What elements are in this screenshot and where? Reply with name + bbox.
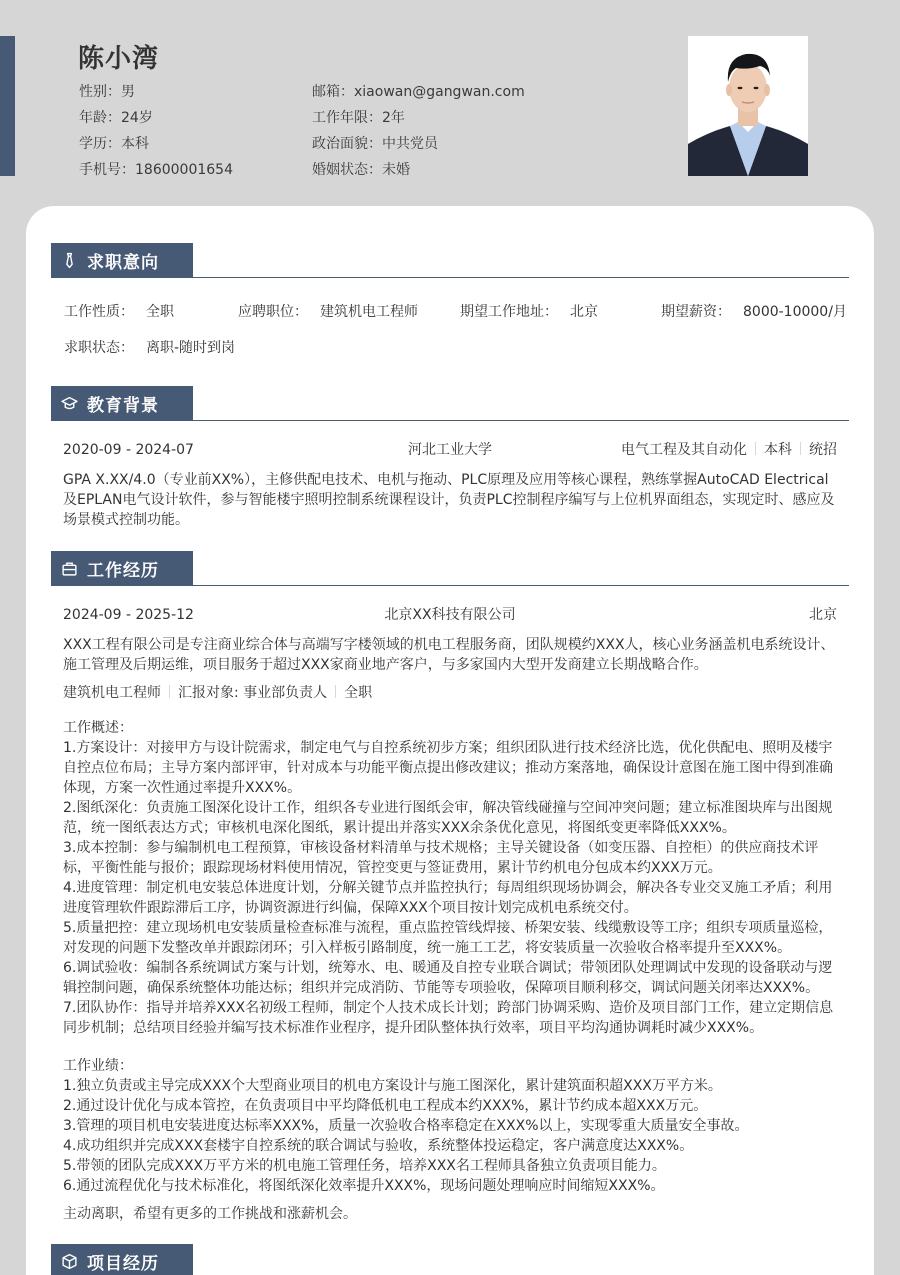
cube-icon bbox=[61, 1253, 78, 1270]
profile-header bbox=[0, 0, 900, 206]
overview-title: 工作概述： bbox=[63, 720, 133, 736]
divider bbox=[800, 442, 801, 455]
overview-item: 7.团队协作：指导并培养XXX名初级工程师，制定个人技术成长计划；跨部门协调采购、造价及项目部门工作，建立定期信息同步机制；总结项目经验并编写技术标准作业程序，提升团队整体执行效率，项目平均沟通协调耗时减少XXX%。 bbox=[63, 1000, 834, 1036]
divider bbox=[169, 685, 170, 698]
info-value: 2年 bbox=[382, 110, 405, 126]
info-value: 男 bbox=[121, 84, 135, 100]
info-marital-status bbox=[312, 160, 525, 186]
education-school: 河北工业大学 bbox=[408, 442, 492, 458]
education-degree: 本科 bbox=[764, 442, 792, 458]
info-label: 政治面貌： bbox=[312, 136, 382, 152]
section-tab-job-intent bbox=[51, 243, 193, 278]
section-title: 教育背景 bbox=[87, 396, 159, 416]
section-tab-work bbox=[51, 551, 193, 586]
graduation-cap-icon bbox=[61, 395, 78, 412]
info-political-status bbox=[312, 134, 525, 160]
info-label: 手机号： bbox=[79, 162, 135, 178]
intent-salary bbox=[661, 302, 847, 322]
info-email bbox=[312, 82, 525, 108]
section-tab-education bbox=[51, 386, 193, 421]
leave-reason: 主动离职，希望有更多的工作挑战和涨薪机会。 bbox=[63, 1206, 357, 1222]
work-achievements bbox=[63, 1056, 839, 1196]
portrait-photo bbox=[688, 36, 808, 176]
intent-position bbox=[238, 302, 418, 322]
intent-work-type bbox=[64, 302, 174, 322]
info-gender bbox=[79, 82, 233, 108]
info-value: 18600001654 bbox=[135, 162, 233, 178]
intent-location bbox=[460, 302, 598, 322]
work-period: 2024-09 - 2025-12 bbox=[63, 607, 194, 623]
intent-label: 求职状态： bbox=[64, 340, 134, 356]
info-value: 中共党员 bbox=[382, 136, 438, 152]
intent-label: 期望工作地址： bbox=[460, 304, 558, 320]
achievements-title: 工作业绩： bbox=[63, 1058, 133, 1074]
education-summary-row bbox=[63, 440, 837, 460]
overview-item: 5.质量把控：建立现场机电安装质量检查标准与流程，重点监控管线焊接、桥架安装、线缆敷设等工序；组织专项质量巡检，对发现的问题下发整改单并跟踪闭环；引入样板引路制度，统一施工工艺，将安装质量一次验收合格率提升至XXX%。 bbox=[63, 920, 833, 956]
work-report-to: 汇报对象: 事业部负责人 bbox=[178, 685, 328, 701]
info-label: 学历： bbox=[79, 136, 121, 152]
info-label: 工作年限： bbox=[312, 110, 382, 126]
candidate-name: 陈小湾 bbox=[78, 44, 160, 74]
achievement-item: 4.成功组织并完成XXX套楼宇自控系统的联合调试与验收，系统整体投运稳定，客户满意度达XXX%。 bbox=[63, 1138, 694, 1154]
achievement-item: 2.通过设计优化与成本管控，在负责项目中平均降低机电工程成本约XXX%，累计节约成本超XXX万元。 bbox=[63, 1098, 708, 1114]
achievement-item: 5.带领的团队完成XXX万平方米的机电施工管理任务，培养XXX名工程师具备独立负责项目能力。 bbox=[63, 1158, 666, 1174]
intent-value: 8000-10000/月 bbox=[743, 304, 847, 320]
education-description: GPA X.XX/4.0（专业前XX%），主修供配电技术、电机与拖动、PLC原理及应用等核心课程，熟练掌握AutoCAD Electrical及EPLAN电气设计软件，参与智能楼宇照明控制系统课程设计，负责PLC控制程序编写与上位机界面组态，实现定时、感应及场景模式控制功能。 bbox=[63, 472, 835, 528]
info-age bbox=[79, 108, 233, 134]
intent-value: 北京 bbox=[570, 304, 598, 320]
achievement-item: 1.独立负责或主导完成XXX个大型商业项目的机电方案设计与施工图深化，累计建筑面积超XXX万平方米。 bbox=[63, 1078, 722, 1094]
achievement-item: 6.通过流程优化与技术标准化，将图纸深化效率提升XXX%，现场问题处理响应时间缩短XXX%。 bbox=[63, 1178, 665, 1194]
intent-value: 离职-随时到岗 bbox=[146, 340, 236, 356]
overview-item: 1.方案设计：对接甲方与设计院需求，制定电气与自控系统初步方案；组织团队进行技术经济比选，优化供配电、照明及楼宇自控点位布局；主导方案内部评审，针对成本与功能平衡点提出修改建议；推动方案落地，确保设计意图在施工图中得到准确体现，方案一次性通过率提升XXX%。 bbox=[63, 740, 833, 796]
info-phone bbox=[79, 160, 233, 186]
intent-status bbox=[64, 338, 235, 358]
info-work-years bbox=[312, 108, 525, 134]
education-enroll-type: 统招 bbox=[809, 442, 837, 458]
resume-card bbox=[26, 206, 874, 1275]
education-major-degree bbox=[621, 440, 837, 460]
intent-label: 期望薪资： bbox=[661, 304, 731, 320]
overview-item: 4.进度管理：制定机电安装总体进度计划，分解关键节点并监控执行；每周组织现场协调会，解决各专业交叉施工矛盾；利用进度管理软件跟踪滞后工序，协调资源进行纠偏，保障XXX个项目按计划完成机电系统交付。 bbox=[63, 880, 833, 916]
work-meta-row bbox=[63, 683, 839, 703]
section-title: 求职意向 bbox=[87, 253, 159, 273]
info-value: xiaowan@gangwan.com bbox=[354, 84, 525, 100]
info-value: 24岁 bbox=[121, 110, 153, 126]
divider bbox=[755, 442, 756, 455]
section-education-header bbox=[51, 386, 849, 421]
info-label: 邮箱： bbox=[312, 84, 354, 100]
info-label: 性别： bbox=[79, 84, 121, 100]
divider bbox=[335, 685, 336, 698]
info-label: 婚姻状态： bbox=[312, 162, 382, 178]
section-job-intent-header bbox=[51, 243, 849, 278]
basic-info-left bbox=[79, 82, 233, 186]
work-overview bbox=[63, 718, 839, 1038]
portrait-icon bbox=[688, 36, 808, 176]
overview-item: 6.调试验收：编制各系统调试方案与计划，统筹水、电、暖通及自控专业联合调试；带领团队处理调试中发现的设备联动与逻辑控制问题，确保系统整体功能达标；组织并完成消防、节能等专项验收，保障项目顺利移交，调试问题关闭率达XXX%。 bbox=[63, 960, 833, 996]
work-job-type: 全职 bbox=[344, 685, 373, 701]
intent-value: 建筑机电工程师 bbox=[320, 304, 418, 320]
work-city: 北京 bbox=[809, 607, 837, 623]
info-value: 本科 bbox=[121, 136, 149, 152]
section-tab-project bbox=[51, 1244, 193, 1275]
tie-icon bbox=[61, 252, 78, 269]
company-intro: XXX工程有限公司是专注商业综合体与高端写字楼领域的机电工程服务商，团队规模约XXX人，核心业务涵盖机电系统设计、施工管理及后期运维，项目服务于超过XXX家商业地产客户，与多家国内大型开发商建立长期战略合作。 bbox=[63, 637, 835, 673]
intent-label: 应聘职位： bbox=[238, 304, 308, 320]
section-work-header bbox=[51, 551, 849, 586]
overview-item: 3.成本控制：参与编制机电工程预算，审核设备材料清单与技术规格；主导关键设备（如变压器、自控柜）的供应商技术评标，平衡性能与报价；跟踪现场材料使用情况，管控变更与签证费用，累计节约机电分包成本约XXX万元。 bbox=[63, 840, 819, 876]
work-position: 建筑机电工程师 bbox=[63, 685, 161, 701]
education-major: 电气工程及其自动化 bbox=[621, 442, 747, 458]
intent-label: 工作性质： bbox=[64, 304, 134, 320]
education-period: 2020-09 - 2024-07 bbox=[63, 442, 194, 458]
overview-item: 2.图纸深化：负责施工图深化设计工作，组织各专业进行图纸会审，解决管线碰撞与空间冲突问题；建立标准图块库与出图规范，统一图纸表达方式；审核机电深化图纸，累计提出并落实XXX余条优化意见，将图纸变更率降低XXX%。 bbox=[63, 800, 833, 836]
achievement-item: 3.管理的项目机电安装进度达标率XXX%，质量一次验收合格率稳定在XXX%以上，实现零重大质量安全事故。 bbox=[63, 1118, 749, 1134]
section-title: 项目经历 bbox=[87, 1254, 159, 1274]
info-label: 年龄： bbox=[79, 110, 121, 126]
briefcase-icon bbox=[61, 560, 78, 577]
work-summary-row bbox=[63, 605, 837, 625]
info-education bbox=[79, 134, 233, 160]
info-value: 未婚 bbox=[382, 162, 410, 178]
work-company: 北京XX科技有限公司 bbox=[384, 607, 516, 623]
section-project-header bbox=[51, 1244, 849, 1275]
intent-value: 全职 bbox=[146, 304, 174, 320]
section-title: 工作经历 bbox=[87, 561, 159, 581]
basic-info-right bbox=[312, 82, 525, 186]
